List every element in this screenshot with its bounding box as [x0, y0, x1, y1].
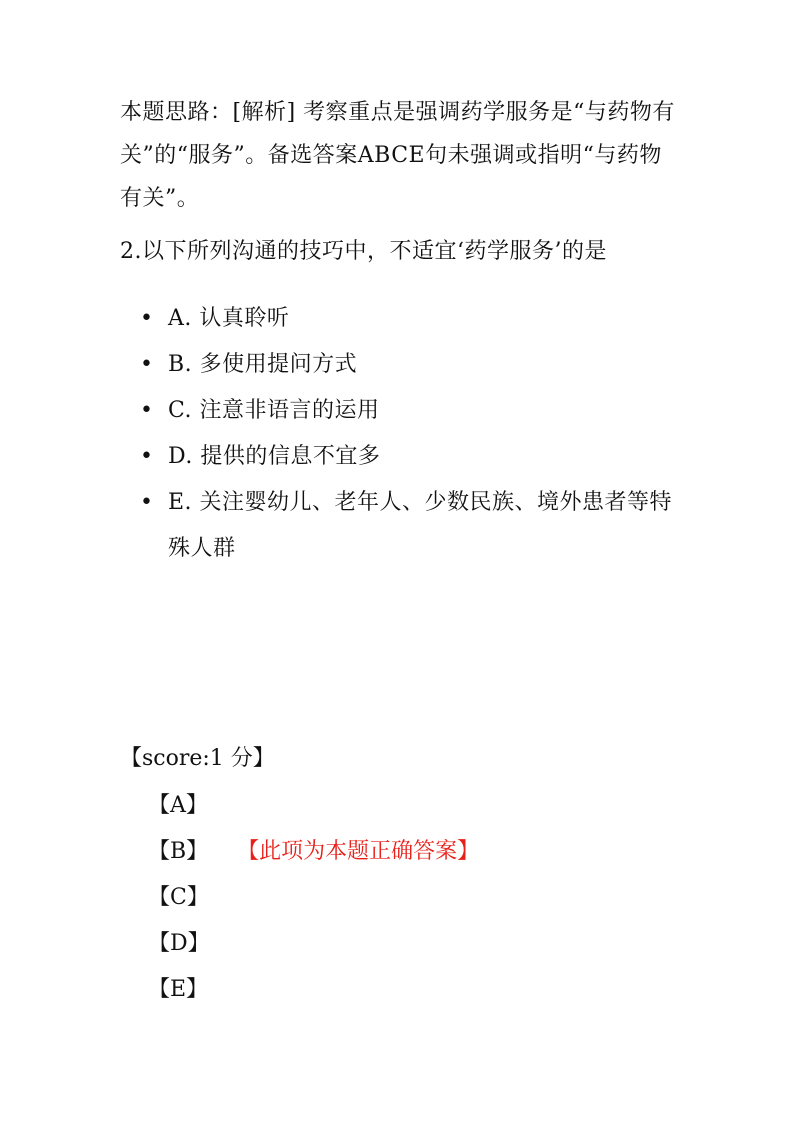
option-list	[140, 296, 680, 572]
option-item-b	[140, 342, 680, 388]
correct-answer-note: 【此项为本题正确答案】	[248, 839, 480, 864]
option-text: E. 关注婴幼儿、老年人、少数民族、境外患者等特殊人群	[168, 490, 673, 561]
option-text: B. 多使用提问方式	[168, 352, 358, 377]
bullet-icon: •	[140, 352, 154, 377]
score-label: 【score:1 分】	[120, 746, 275, 771]
answer-label: 【D】	[148, 931, 210, 956]
bullet-icon: •	[140, 398, 154, 423]
answer-label: 【A】	[148, 793, 208, 818]
answer-row-e	[148, 967, 479, 1013]
answer-row-a	[148, 783, 479, 829]
option-text: D. 提供的信息不宜多	[168, 444, 381, 469]
answer-list	[148, 783, 479, 1013]
option-text: C. 注意非语言的运用	[168, 398, 380, 423]
option-item-a	[140, 296, 680, 342]
question-text: 2.以下所列沟通的技巧中，不适宜‘药学服务’的是	[120, 239, 607, 264]
bullet-icon: •	[140, 444, 154, 469]
question-stem	[120, 230, 680, 273]
answer-row-c	[148, 875, 479, 921]
bullet-icon: •	[140, 490, 154, 515]
answer-label: 【E】	[148, 977, 209, 1002]
option-item-c	[140, 388, 680, 434]
analysis-paragraph	[120, 91, 680, 220]
answer-row-d	[148, 921, 479, 967]
bullet-icon: •	[140, 306, 154, 331]
answer-row-b	[148, 829, 479, 875]
analysis-text: 本题思路：[解析] 考察重点是强调药学服务是“与药物有关”的“服务”。备选答案ABCE句未强调或指明“与药物有关”。	[120, 100, 675, 211]
option-item-e	[140, 480, 680, 572]
option-text: A. 认真聆听	[168, 306, 290, 331]
answer-label: 【B】	[148, 839, 209, 864]
answer-label: 【C】	[148, 885, 209, 910]
option-item-d	[140, 434, 680, 480]
